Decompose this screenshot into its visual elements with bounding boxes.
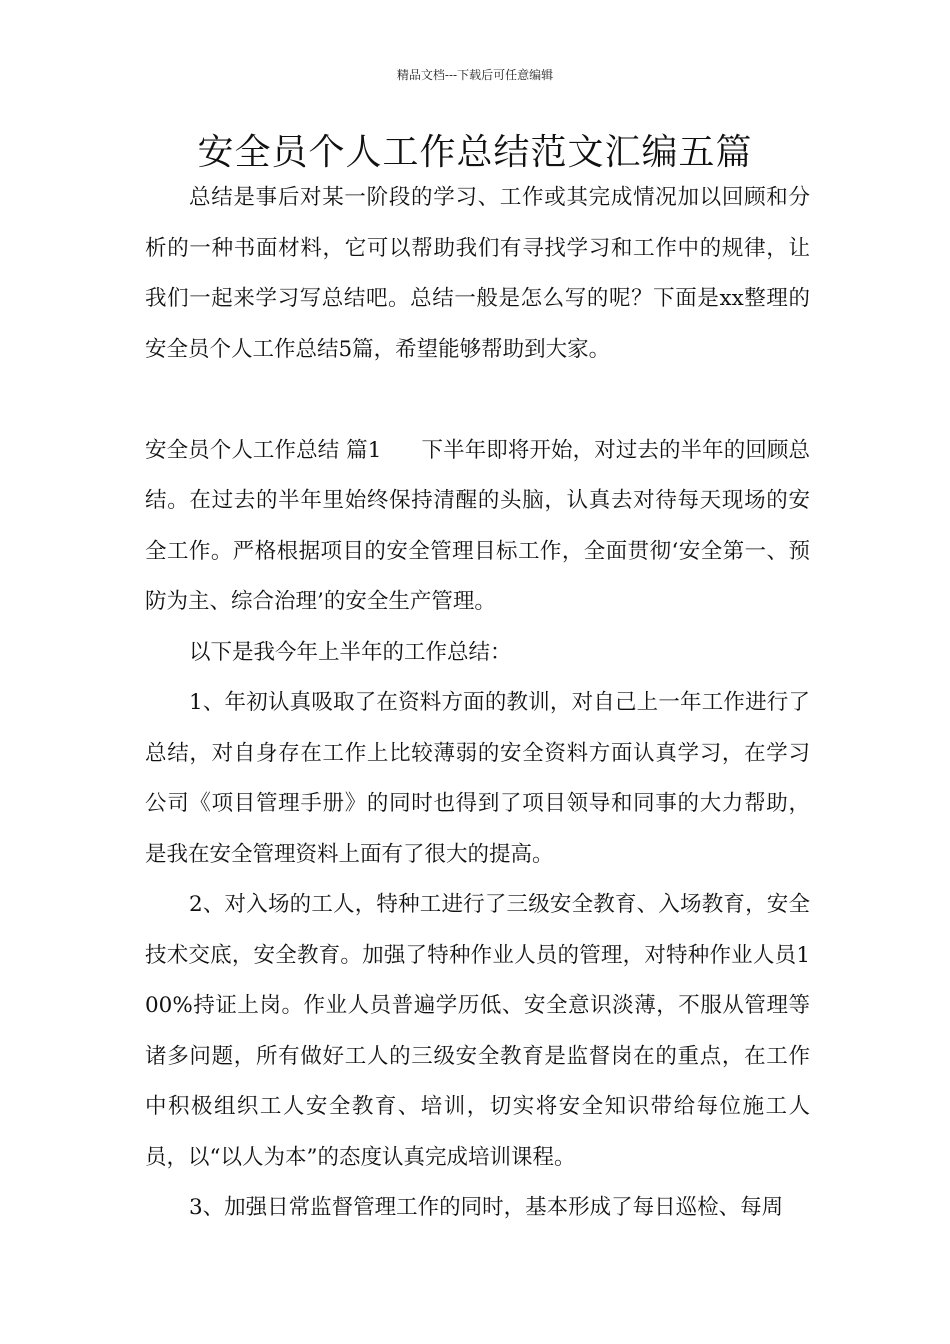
summary-intro-paragraph: 以下是我今年上半年的工作总结： [189, 639, 512, 665]
item-3-paragraph: 3、加强日常监督管理工作的同时，基本形成了每日巡检、每周 [189, 1195, 784, 1220]
header-note: 精品文档---下载后可任意编辑 [396, 68, 554, 82]
paragraph-spacer [145, 375, 810, 426]
intro-paragraph: 总结是事后对某一阶段的学习、工作或其完成情况加以回顾和分析的一种书面材料，它可以帮助我们有寻找学习和工作中的规律，让我们一起来学习写总结吧。总结一般是怎么写的呢？下面是xx整理的安全员个人工作总结5篇，希望能够帮助到大家。 [145, 185, 810, 362]
item-1-paragraph: 1、年初认真吸取了在资料方面的教训，对自己上一年工作进行了总结，对自身存在工作上比较薄弱的安全资料方面认真学习，在学习公司《项目管理手册》的同时也得到了项目领导和同事的大力帮助，是我在安全管理资料上面有了很大的提高。 [145, 690, 810, 867]
document-body [145, 173, 810, 1234]
section-1-label: 安全员个人工作总结 篇1 [145, 437, 382, 463]
section-1-text: 下半年即将开始，对过去的半年的回顾总结。在过去的半年里始终保持清醒的头脑，认真去对待每天现场的安全工作。严格根据项目的安全管理目标工作，全面贯彻‘安全第一、预防为主、综合治理’的安全生产管理。 [145, 437, 810, 614]
item-2-paragraph: 2、对入场的工人，特种工进行了三级安全教育、入场教育，安全技术交底，安全教育。加强了特种作业人员的管理，对特种作业人员100%持证上岗。作业人员普遍学历低、安全意识淡薄，不服从管理等诸多问题，所有做好工人的三级安全教育是监督岗在的重点，在工作中积极组织工人安全教育、培训，切实将安全知识带给每位施工人员，以“以人为本”的态度认真完成培训课程。 [145, 892, 810, 1170]
section-1-paragraph [145, 426, 810, 628]
document-title: 安全员个人工作总结范文汇编五篇 [197, 132, 753, 173]
